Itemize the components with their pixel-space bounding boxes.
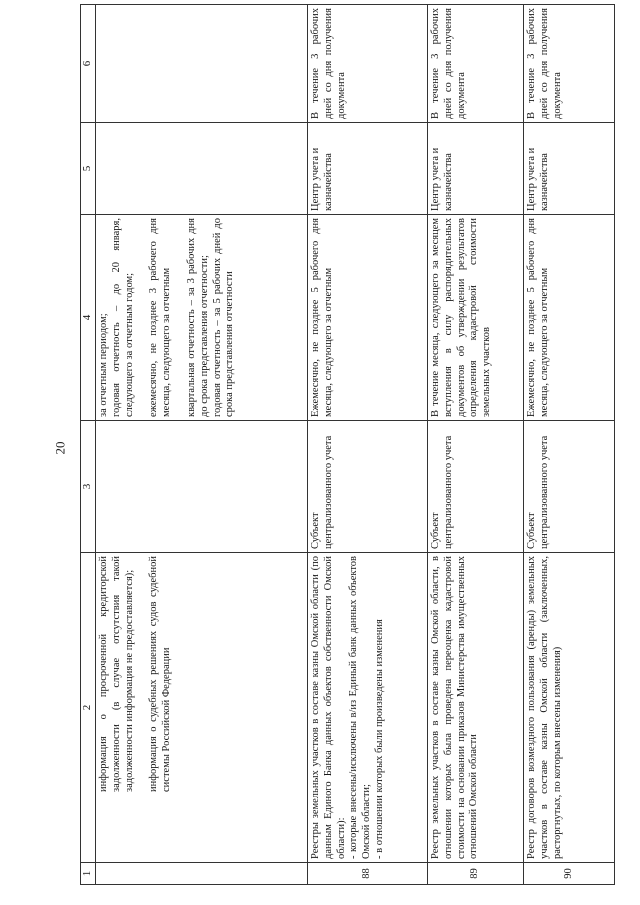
responsible-subject: Субъект централизованного учета: [428, 421, 524, 553]
text-line: за отчетным периодом;: [98, 313, 109, 417]
responsible-subject: Субъект централизованного учета: [308, 421, 428, 553]
col-header-1: 1: [81, 863, 96, 885]
processing-term: В течение 3 рабочих дней со дня получения документа: [524, 5, 615, 123]
row-number: 90: [524, 863, 615, 885]
recipient: Центр учета и казначейства: [524, 123, 615, 215]
page-number: 20: [52, 441, 68, 455]
col-header-2: 2: [81, 553, 96, 863]
processing-term: В течение 3 рабочих дней со дня получения документа: [428, 5, 524, 123]
recipient: Центр учета и казначейства: [428, 123, 524, 215]
recipient: Центр учета и казначейства: [308, 123, 428, 215]
text-line: Реестры земельных участков в составе казны Омской области (по данным Единого Банка данных объектов собственности Омской области):: [310, 556, 347, 859]
col-header-4: 4: [81, 215, 96, 421]
deadline-text: [96, 215, 308, 421]
row-number-cell: [96, 863, 308, 885]
text-line: - которые внесены/исключены в/из Единый банк данных объектов Омской области;: [348, 556, 373, 859]
responsible-subject: [96, 421, 308, 553]
text-line: ежемесячно, не позднее 3 рабочего дня месяца, следующего за отчетным: [148, 218, 173, 417]
continuation-row: [96, 5, 308, 885]
processing-term: В течение 3 рабочих дней со дня получения документа: [308, 5, 428, 123]
item-description: [96, 553, 308, 863]
item-description: [308, 553, 428, 863]
rotated-page: [80, 5, 615, 885]
text-line: годовая отчетность – за 5 рабочих дней до срока представления отчетности: [211, 218, 236, 417]
responsible-subject: Субъект централизованного учета: [524, 421, 615, 553]
header-row: [81, 5, 96, 885]
processing-term: [96, 5, 308, 123]
item-description: Реестр договоров возмездного пользования (аренды) земельных участков в составе казны Омской области (заключенных, расторгнутых, по которым внесены изменения): [524, 553, 615, 863]
table-row: [524, 5, 615, 885]
text-line: квартальная отчетность – за 3 рабочих дня до срока представления отчетности;: [185, 218, 210, 417]
row-number: 89: [428, 863, 524, 885]
text-line: информация о судебных решениях судов судебной системы Российской Федерации: [148, 556, 173, 792]
col-header-5: 5: [81, 123, 96, 215]
text-line: информация о просроченной кредиторской задолженности (в случае отсутствия такой задолженности информация не предоставляется);: [98, 556, 135, 792]
recipient: [96, 123, 308, 215]
table-row: [308, 5, 428, 885]
col-header-3: 3: [81, 421, 96, 553]
text-line: годовая отчетность – до 20 января, следующего за отчетным годом;: [110, 218, 135, 417]
table-row: [428, 5, 524, 885]
deadline-text: Ежемесячно, не позднее 5 рабочего дня месяца, следующего за отчетным: [524, 215, 615, 421]
col-header-6: 6: [81, 5, 96, 123]
text-line: - в отношении которых были произведены изменения: [373, 619, 385, 859]
schedule-table: [80, 4, 615, 885]
deadline-text: Ежемесячно, не позднее 5 рабочего дня месяца, следующего за отчетным: [308, 215, 428, 421]
deadline-text: В течение месяца, следующего за месяцем вступления в силу распорядительных документов об утверждении результатов определения кадастровой стоимости земельных участков: [428, 215, 524, 421]
item-description: Реестр земельных участков в составе казны Омской области, в отношении которых была проведена переоценка кадастровой стоимости на основании приказов Министерства имущественных отношений Омской области: [428, 553, 524, 863]
row-number: 88: [308, 863, 428, 885]
